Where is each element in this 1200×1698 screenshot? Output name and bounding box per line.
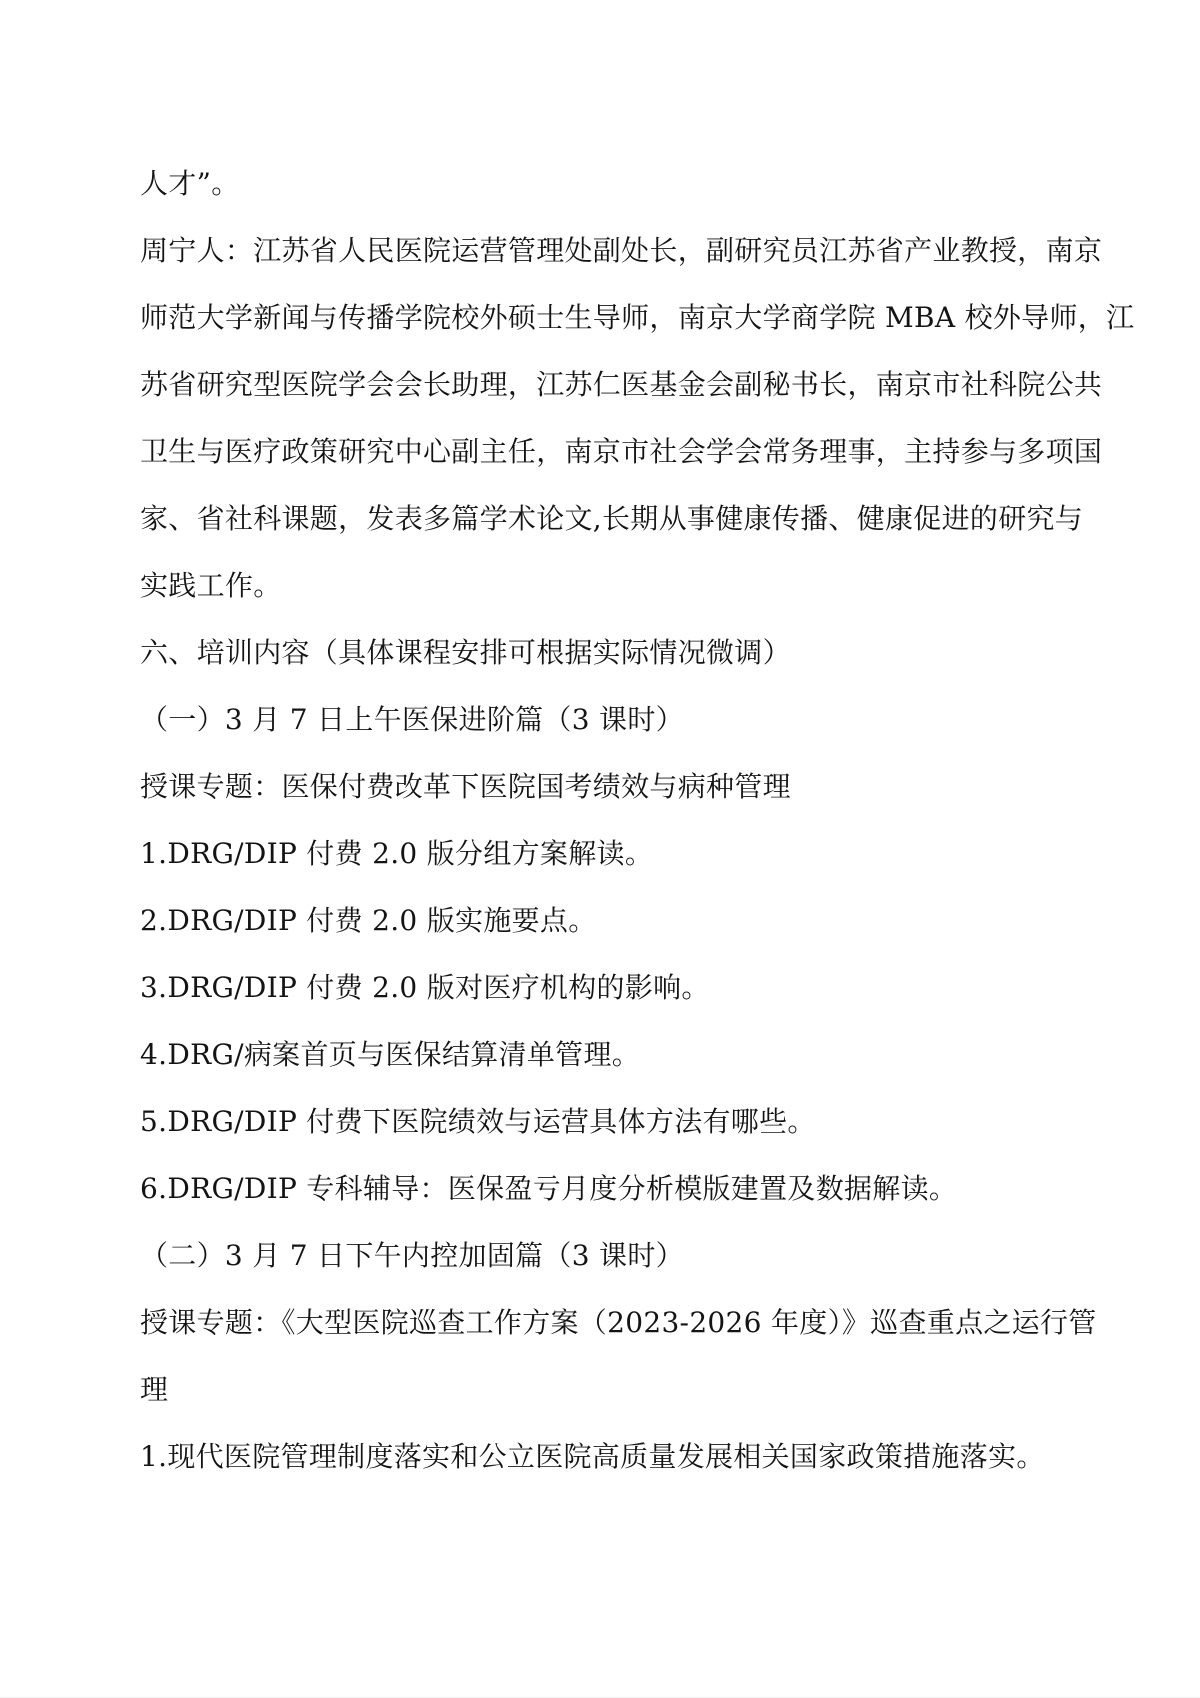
document-list-item: 3.DRG/DIP 付费 2.0 版对医疗机构的影响。 xyxy=(140,971,710,1004)
document-list-item: 5.DRG/DIP 付费下医院绩效与运营具体方法有哪些。 xyxy=(140,1105,816,1138)
document-line: 家、省社科课题，发表多篇学术论文,长期从事健康传播、健康促进的研究与 xyxy=(140,502,1084,535)
document-topic-session-2: 授课专题：《大型医院巡查工作方案（2023-2026 年度）》巡查重点之运行管 xyxy=(140,1306,1097,1339)
document-list-item: 2.DRG/DIP 付费 2.0 版实施要点。 xyxy=(140,904,597,937)
document-line: 苏省研究型医院学会会长助理，江苏仁医基金会副秘书长，南京市社科院公共 xyxy=(140,368,1103,401)
document-list-item: 1.现代医院管理制度落实和公立医院高质量发展相关国家政策措施落实。 xyxy=(140,1440,1045,1473)
document-line: 卫生与医疗政策研究中心副主任，南京市社会学会常务理事，主持参与多项国 xyxy=(140,435,1103,468)
document-heading-session-1: （一）3 月 7 日上午医保进阶篇（3 课时） xyxy=(140,703,684,736)
document-line: 理 xyxy=(140,1373,169,1406)
document-topic-session-1: 授课专题：医保付费改革下医院国考绩效与病种管理 xyxy=(140,770,791,803)
document-heading-session-2: （二）3 月 7 日下午内控加固篇（3 课时） xyxy=(140,1239,684,1272)
document-list-item: 1.DRG/DIP 付费 2.0 版分组方案解读。 xyxy=(140,837,654,870)
document-list-item: 4.DRG/病案首页与医保结算清单管理。 xyxy=(140,1038,641,1071)
document-line: 实践工作。 xyxy=(140,569,282,602)
document-heading-training-content: 六、培训内容（具体课程安排可根据实际情况微调） xyxy=(140,636,791,669)
document-line: 师范大学新闻与传播学院校外硕士生导师，南京大学商学院 MBA 校外导师，江 xyxy=(140,301,1135,334)
document-body xyxy=(140,150,1135,1490)
document-line: 人才”。 xyxy=(140,167,240,200)
document-list-item: 6.DRG/DIP 专科辅导：医保盈亏月度分析模版建置及数据解读。 xyxy=(140,1172,958,1205)
document-line: 周宁人：江苏省人民医院运营管理处副处长，副研究员江苏省产业教授，南京 xyxy=(140,234,1103,267)
